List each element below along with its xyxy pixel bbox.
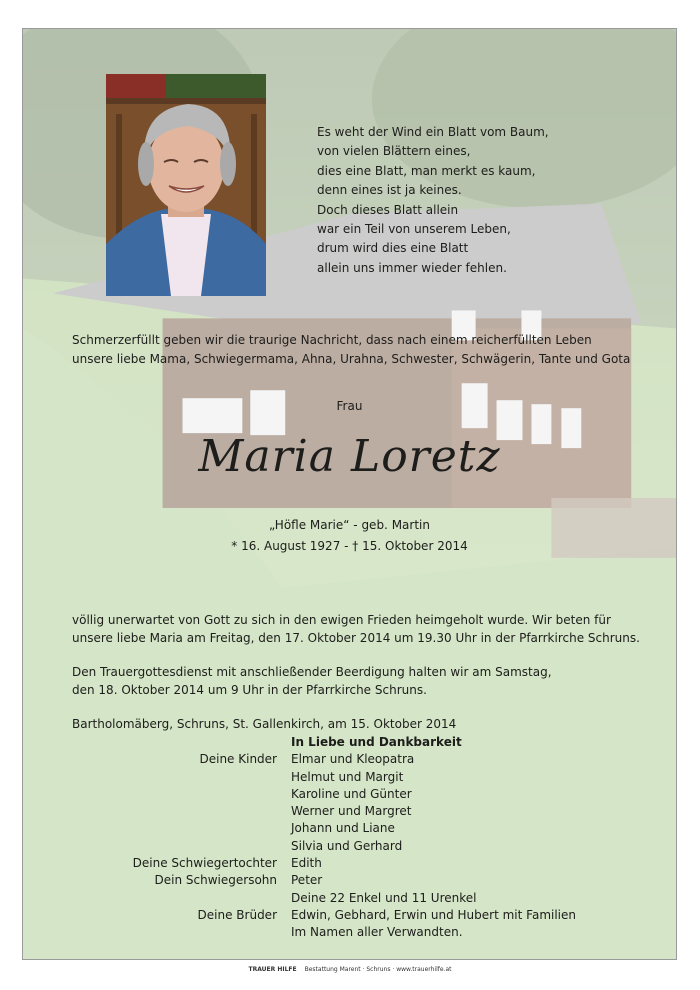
relation-label — [23, 924, 291, 941]
publisher-info: Bestattung Marent · Schruns · www.trauerhilfe.at — [304, 966, 452, 973]
mourners-heading: In Liebe und Dankbarkeit — [291, 735, 462, 749]
relation-label — [23, 890, 291, 907]
deceased-name: Maria Loretz — [198, 431, 501, 482]
funeral-details — [72, 595, 672, 751]
poem-line: Doch dieses Blatt allein — [317, 202, 459, 217]
paragraph-line: Den Trauergottesdienst mit anschließender Beerdigung halten wir am Samstag, — [72, 665, 552, 679]
mourner-names: Edwin, Gebhard, Erwin und Hubert mit Familien — [291, 907, 576, 922]
poem-line: allein uns immer wieder fehlen. — [317, 260, 507, 275]
relation-label: Dein Schwiegersohn — [154, 873, 277, 888]
mourner-row — [23, 890, 676, 907]
paragraph-line: den 18. Oktober 2014 um 9 Uhr in der Pfarrkirche Schruns. — [72, 682, 427, 697]
mourner-names: Elmar und Kleopatra — [291, 752, 415, 767]
mourner-names: Werner und Margret — [291, 804, 412, 819]
paragraph-line: Bartholomäberg, Schruns, St. Gallenkirch, am 15. Oktober 2014 — [72, 717, 457, 731]
mourner-row — [23, 924, 676, 941]
intro-line: Schmerzerfüllt geben wir die traurige Nachricht, dass nach einem reicherfüllten Leben — [72, 333, 592, 347]
mourner-row — [23, 769, 676, 786]
poem-line: denn eines ist ja keines. — [317, 183, 462, 198]
mourner-row — [23, 907, 676, 924]
poem-line: drum wird dies eine Blatt — [317, 241, 469, 256]
mourner-row — [23, 820, 676, 837]
mourner-row — [23, 751, 676, 768]
relation-label: Deine Schwiegertochter — [132, 856, 277, 871]
mourner-row — [23, 803, 676, 820]
intro-line: unsere liebe Mama, Schwiegermama, Ahna, Urahna, Schwester, Schwägerin, Tante und Gota — [72, 352, 631, 366]
mourner-names: Silvia und Gerhard — [291, 838, 403, 853]
poem-line: war ein Teil von unserem Leben, — [317, 222, 511, 237]
mourners-heading-row — [23, 734, 676, 751]
relation-label — [23, 820, 291, 837]
portrait-image — [106, 74, 266, 296]
relation-label — [23, 786, 291, 803]
mourners-list — [23, 734, 676, 942]
paragraph-line: völlig unerwartet von Gott zu sich in den ewigen Frieden heimgeholt wurde. Wir beten für — [72, 613, 611, 627]
publisher-footer — [0, 966, 700, 973]
mourner-names: Edith — [291, 856, 322, 871]
relation-label: Deine Brüder — [197, 907, 277, 922]
life-dates: * 16. August 1927 - † 15. Oktober 2014 — [231, 539, 468, 553]
mourner-names: Im Namen aller Verwandten. — [291, 925, 463, 940]
paragraph-line: unsere liebe Maria am Freitag, den 17. Oktober 2014 um 19.30 Uhr in der Pfarrkirche Schruns. — [72, 630, 640, 645]
mourner-names: Johann und Liane — [291, 821, 395, 836]
poem-line: dies eine Blatt, man merkt es kaum, — [317, 163, 536, 178]
publisher-brand: TRAUER HILFE — [248, 966, 297, 973]
announcement-intro — [72, 331, 672, 369]
mourner-row — [23, 855, 676, 872]
portrait-photo — [106, 74, 266, 296]
mourner-row — [23, 872, 676, 889]
relation-label — [23, 769, 291, 786]
mourner-row — [23, 838, 676, 855]
mourner-row — [23, 786, 676, 803]
poem-line: Es weht der Wind ein Blatt vom Baum, — [317, 125, 549, 139]
poem-line: von vielen Blättern eines, — [317, 144, 471, 159]
relation-label: Deine Kinder — [199, 752, 277, 767]
relation-label — [23, 838, 291, 855]
mourner-names: Deine 22 Enkel und 11 Urenkel — [291, 890, 477, 905]
obituary-card — [22, 28, 677, 960]
mourner-names: Karoline und Günter — [291, 786, 412, 801]
nickname-maiden-name: „Höfle Marie“ - geb. Martin — [269, 518, 430, 532]
salutation: Frau — [336, 399, 363, 413]
mourner-names: Peter — [291, 873, 323, 888]
mourner-names: Helmut und Margit — [291, 769, 404, 784]
poem — [317, 123, 637, 278]
relation-label — [23, 803, 291, 820]
